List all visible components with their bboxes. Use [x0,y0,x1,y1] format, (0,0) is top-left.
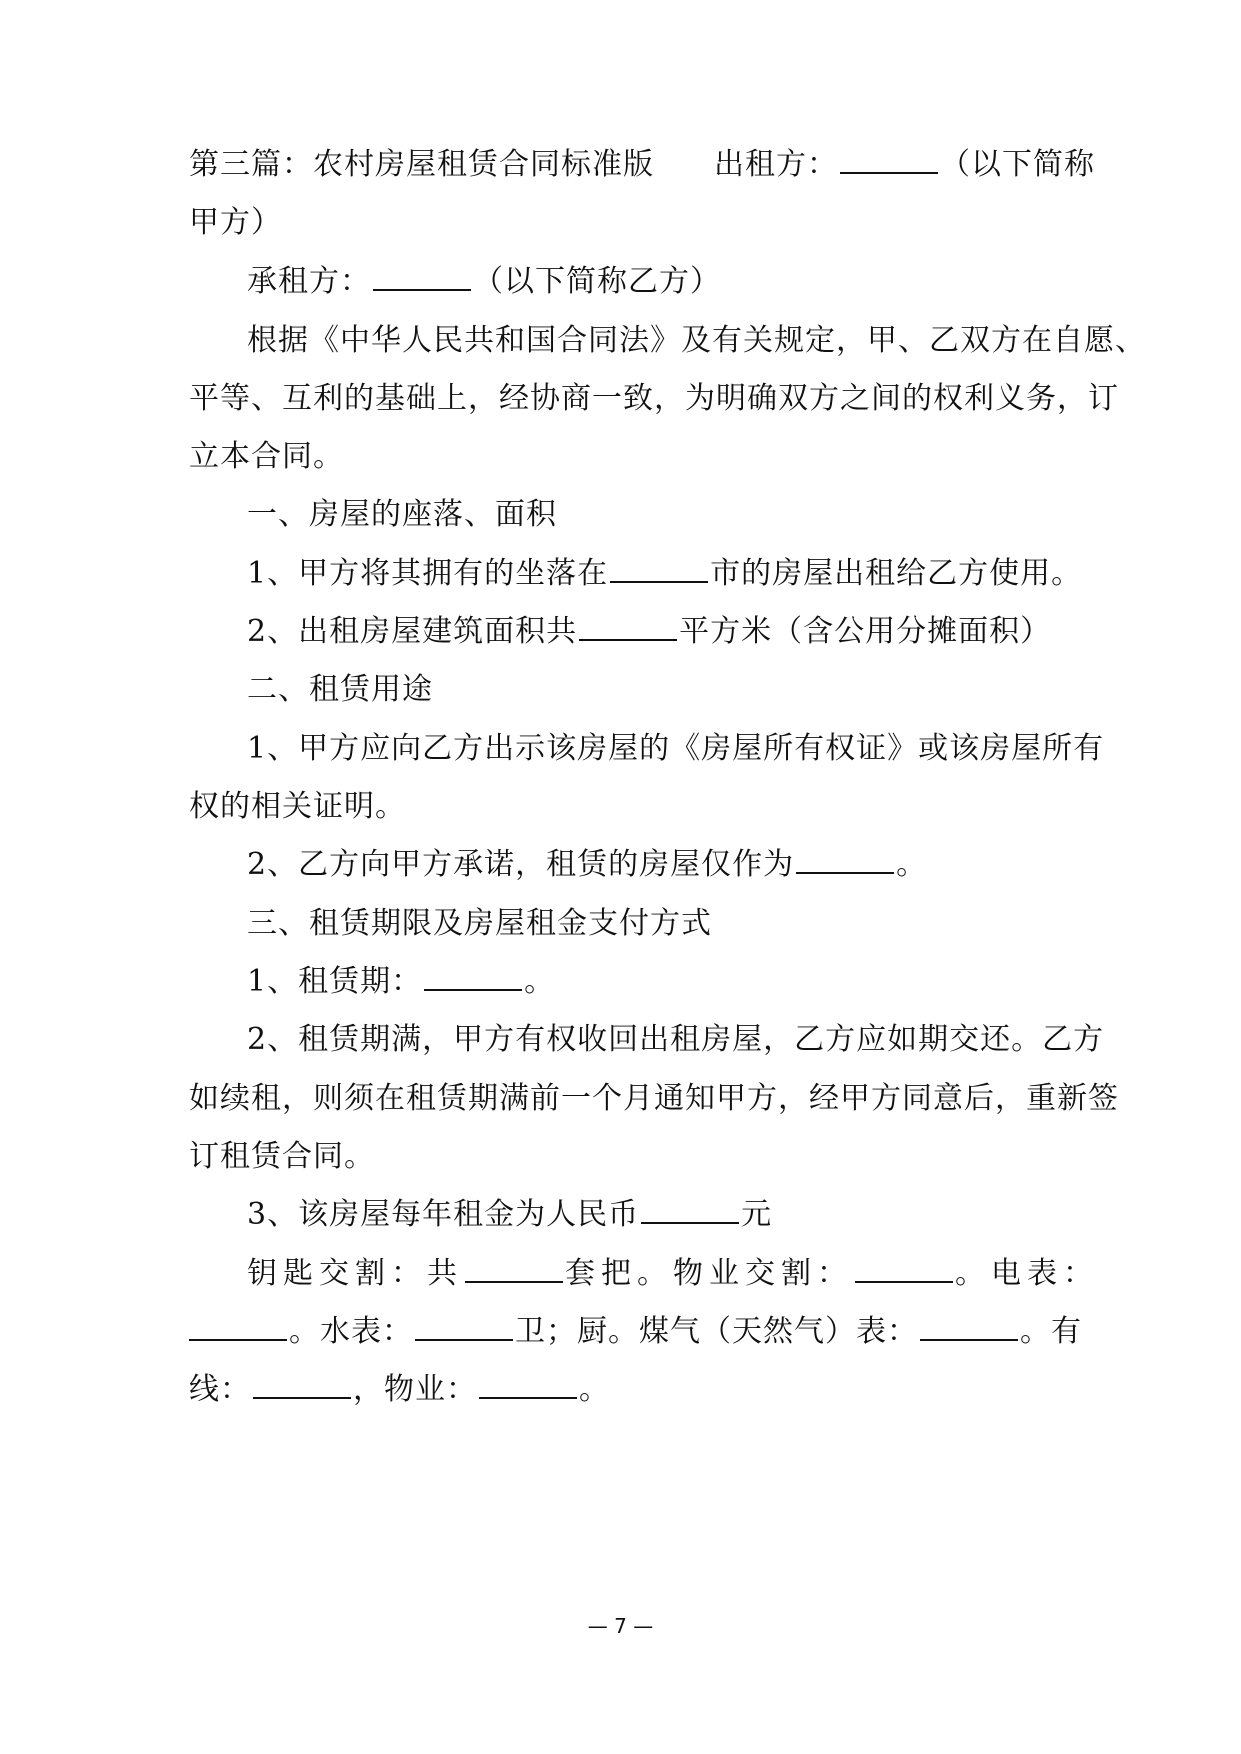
clause-text: 平方米（含公用分摊面积） [679,614,1052,649]
clause-line [247,845,927,885]
gas-blank [920,1313,1018,1341]
clause-text: 线： [189,1372,251,1407]
lessee-label: 承租方： [247,264,371,299]
clause-text: 3、该房屋每年租金为人民币 [247,1197,640,1232]
lessee-blank [373,263,471,291]
clause-line [247,612,1051,652]
term-blank [424,963,522,991]
usage-blank [796,846,894,874]
keys-blank [465,1255,563,1283]
clause-line [247,554,1082,594]
clause-text: 2、出租房屋建筑面积共 [247,614,578,649]
meter-blank [189,1313,287,1341]
clause-text: 。 [896,847,928,882]
handover-line [189,1312,1082,1352]
section-heading: 一、房屋的座落、面积 [247,497,557,532]
property-blank [855,1255,953,1283]
clause-text: 卫；厨。煤气（天然气）表： [515,1314,918,1349]
rent-blank [641,1196,739,1224]
clause-text: 1、甲方将其拥有的坐落在 [247,556,609,591]
section-heading: 三、租赁期限及房屋租金支付方式 [247,906,712,941]
clause-text: ，物业： [353,1372,477,1407]
section-title: 第三篇：农村房屋租赁合同标准版 [189,147,654,182]
clause-text: 1、租赁期： [247,964,423,999]
section-heading: 二、租赁用途 [247,672,433,707]
text-line: 权的相关证明。 [189,789,406,824]
text-line: 如续租，则须在租赁期满前一个月通知甲方，经甲方同意后，重新签 [189,1081,1119,1116]
text-line: 2、租赁期满，甲方有权收回出租房屋，乙方应如期交还。乙方 [247,1022,1105,1057]
clause-text: 市的房屋出租给乙方使用。 [710,556,1083,591]
clause-line [247,1195,772,1235]
lessor-blank [840,146,938,174]
clause-text: 2、乙方向甲方承诺，租赁的房屋仅作为 [247,847,795,882]
page-number: — 7 — [587,1614,654,1638]
handover-line [189,1370,610,1410]
text-line: 1、甲方应向乙方出示该房屋的《房屋所有权证》或该房屋所有 [247,731,1105,766]
water-blank [415,1313,513,1341]
clause-text: 。有 [1020,1314,1082,1349]
clause-line [247,962,555,1002]
text-line: 订租赁合同。 [189,1139,375,1174]
text-line: 甲方） [189,205,282,240]
clause-text: 。电表： [955,1256,1099,1291]
lessor-label: 出租方： [714,147,838,182]
clause-text: 。 [579,1372,610,1407]
location-blank [610,555,708,583]
lessee-alias: （以下简称乙方） [473,264,721,299]
clause-text: 。水表： [289,1314,413,1349]
area-blank [579,613,677,641]
clause-text: 钥匙交割：共 [247,1256,463,1291]
lessee-line [247,262,721,302]
handover-line [247,1254,1099,1294]
clause-text: 元 [741,1197,773,1232]
text-line: 平等、互利的基础上，经协商一致，为明确双方之间的权利义务，订 [189,381,1119,416]
text-line: 立本合同。 [189,439,344,474]
text-line: 根据《中华人民共和国合同法》及有关规定，甲、乙双方在自愿、 [247,323,1146,358]
clause-text: 套把。物业交割： [565,1256,853,1291]
heading-line [189,145,1095,185]
clause-text: 。 [524,964,556,999]
cable-blank [253,1371,351,1399]
property-fee-blank [479,1371,577,1399]
lessor-alias: （以下简称 [940,147,1095,182]
